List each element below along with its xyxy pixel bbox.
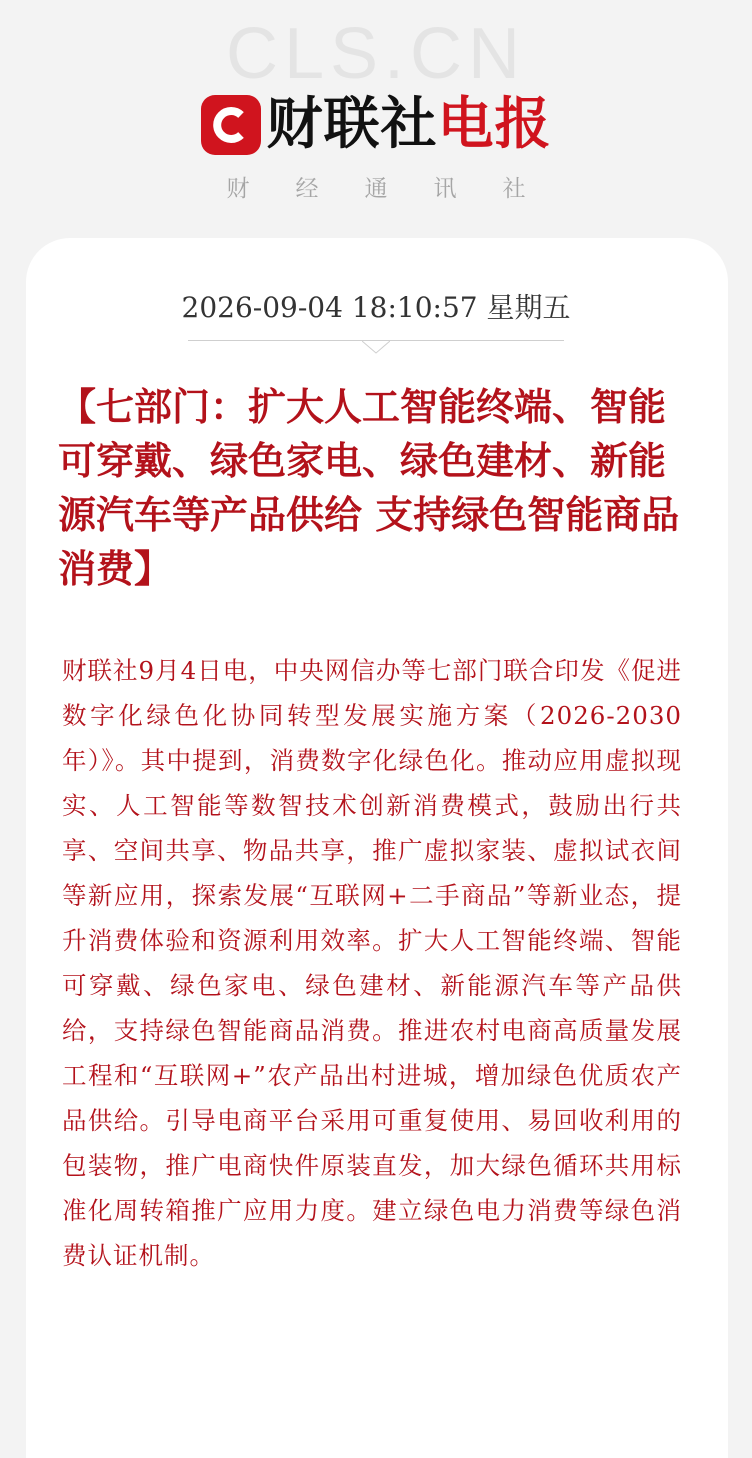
divider-notch-icon [362,341,390,355]
cls-logo-icon [201,95,261,155]
article-headline: 【七部门：扩大人工智能终端、智能可穿戴、绿色家电、绿色建材、新能源汽车等产品供给 支持绿色智能商品消费】 [58,384,680,591]
watermark-cls-cn: CLS.CN [225,14,527,94]
brand-logo [0,92,752,158]
brand-name-caiilianshe: 财联社 [266,92,438,157]
article-datetime: 2026-09-04 18:10:57 星期五 [181,291,571,324]
article-body: 财联社9月4日电，中央网信办等七部门联合印发《促进数字化绿色化协同转型发展实施方案（2026-2030年）》。其中提到，消费数字化绿色化。推动应用虚拟现实、人工智能等数智技术创新消费模式，鼓励出行共享、空间共享、物品共享，推广虚拟家装、虚拟试衣间等新应用，探索发展“互联网+二手商品”等新业态，提升消费体验和资源利用效率。扩大人工智能终端、智能可穿戴、绿色家电、绿色建材、新能源汽车等产品供给，支持绿色智能商品消费。推进农村电商高质量发展工程和“互联网+”农产品出村进城，增加绿色优质农产品供给。引导电商平台采用可重复使用、易回收利用的包装物，推广电商快件原装直发，加大绿色循环共用标准化周转箱推广应用力度。建立绿色电力消费等绿色消费认证机制。 [62,656,682,1270]
brand-name-dianbao: 电报 [437,92,552,157]
logo-c-glyph [211,105,251,145]
tagline: 财经通讯社 [226,176,572,202]
